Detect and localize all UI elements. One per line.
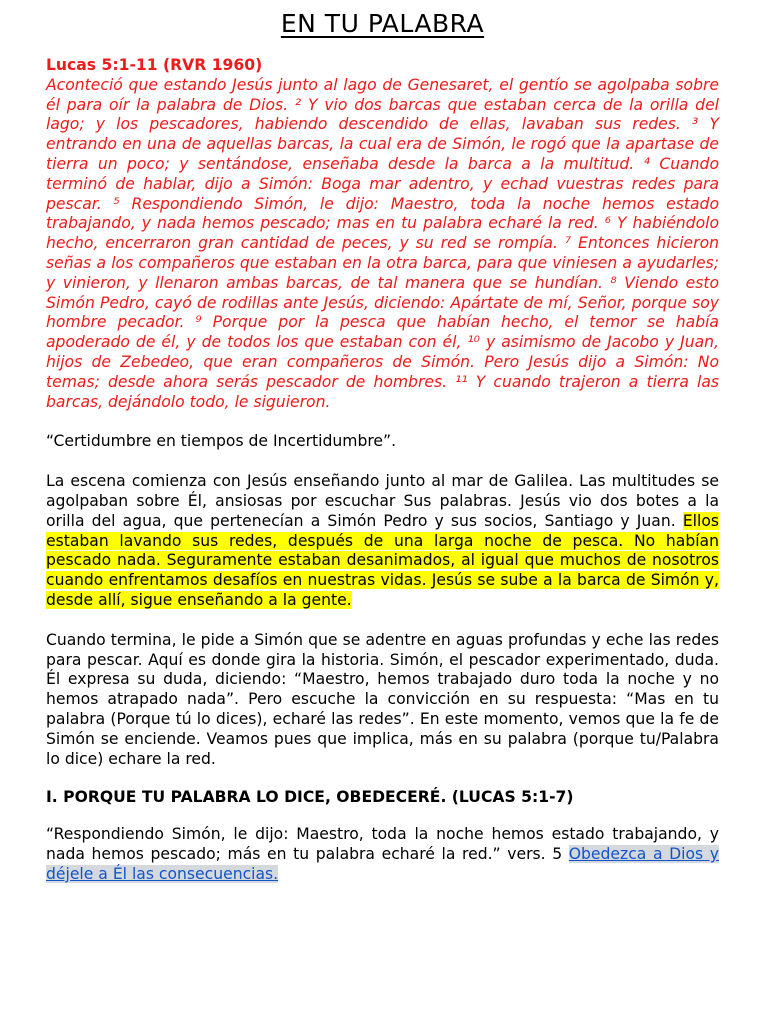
obey-god-link[interactable]: Obedezca a Dios y déjele a Él las consecuencias.: [46, 845, 719, 883]
paragraph-context: Cuando termina, le pide a Simón que se adentre en aguas profundas y eche las redes para pescar. Aquí es donde gira la historia. Simón, el pescador experimentado, duda. Él expresa su duda, diciendo: “Maestro, hemos trabajado duro toda la noche y no hemos atrapado nada”. Pero escuche la convicción en su respuesta: “Mas en tu palabra (Porque tú lo dices), echaré las redes”. En este momento, vemos que la fe de Simón se enciende. Veamos pues que implica, más en su palabra (porque tu/Palabra lo dice) echare la red.: [46, 630, 719, 768]
document-page: [46, 8, 719, 885]
paragraph-intro-text: La escena comienza con Jesús enseñando junto al mar de Galilea. Las multitudes se agolpaban sobre Él, ansiosas por escuchar Sus palabras. Jesús vio dos botes a la orilla del agua, que pertenecían a Simón Pedro y sus socios, Santiago y Juan.: [46, 472, 719, 530]
paragraph-intro: [46, 472, 719, 611]
sermon-subtitle: “Certidumbre en tiempos de Incertidumbre”.: [46, 432, 397, 451]
document-title: EN TU PALABRA: [280, 9, 485, 38]
highlighted-text: Ellos estaban lavando sus redes, después de una larga noche de pesca. No habían pescado nada. Seguramente estaban desanimados, al igual que muchos de nosotros cuando enfrentamos desafíos en nuestras vidas. Jesús se sube a la barca de Simón y, desde allí, sigue enseñando a la gente.: [46, 511, 719, 609]
verse-quote: “Respondiendo Simón, le dijo: Maestro, toda la noche hemos estado trabajando, y nada hemos pescado; más en tu palabra echaré la red.” vers. 5: [46, 825, 719, 864]
scripture-passage: [46, 56, 719, 412]
paragraph-verse: [46, 825, 719, 884]
scripture-reference: Lucas 5:1-11 (RVR 1960): [46, 56, 263, 74]
scripture-text: Aconteció que estando Jesús junto al lago de Genesaret, el gentío se agolpaba sobre él para oír la palabra de Dios. ² Y vio dos barcas que estaban cerca de la orilla del lago; y los pescadores, habiendo descendido de ellas, lavaban sus redes. ³ Y entrando en una de aquellas barcas, la cual era de Simón, le rogó que la apartase de tierra un poco; y sentándose, enseñaba desde la barca a la multitud. ⁴ Cuando terminó de hablar, dijo a Simón: Boga mar adentro, y echad vuestras redes para pescar. ⁵ Respondiendo Simón, le dijo: Maestro, toda la noche hemos estado trabajando, y nada hemos pescado; mas en tu palabra echaré la red. ⁶ Y habiéndolo hecho, encerraron gran cantidad de peces, y su red se rompía. ⁷ Entonces hicieron señas a los compañeros que estaban en la otra barca, para que viniesen a ayudarles; y vinieron, y llenaron ambas barcas, de tal manera que se hundían. ⁸ Viendo esto Simón Pedro, cayó de rodillas ante Jesús, diciendo: Apártate de mí, Señor, porque soy hombre pecador. ⁹ Porque por la pesca que habían hecho, el temor se había apoderado de él, y de todos los que estaban con él, ¹⁰ y asimismo de Jacobo y Juan, hijos de Zebedeo, que eran compañeros de Simón. Pero Jesús dijo a Simón: No temas; desde ahora serás pescador de hombres. ¹¹ Y cuando trajeron a tierra las barcas, dejándolo todo, le siguieron.: [46, 75, 719, 411]
section-heading: I. PORQUE TU PALABRA LO DICE, OBEDECERÉ. (LUCAS 5:1-7): [46, 788, 574, 807]
